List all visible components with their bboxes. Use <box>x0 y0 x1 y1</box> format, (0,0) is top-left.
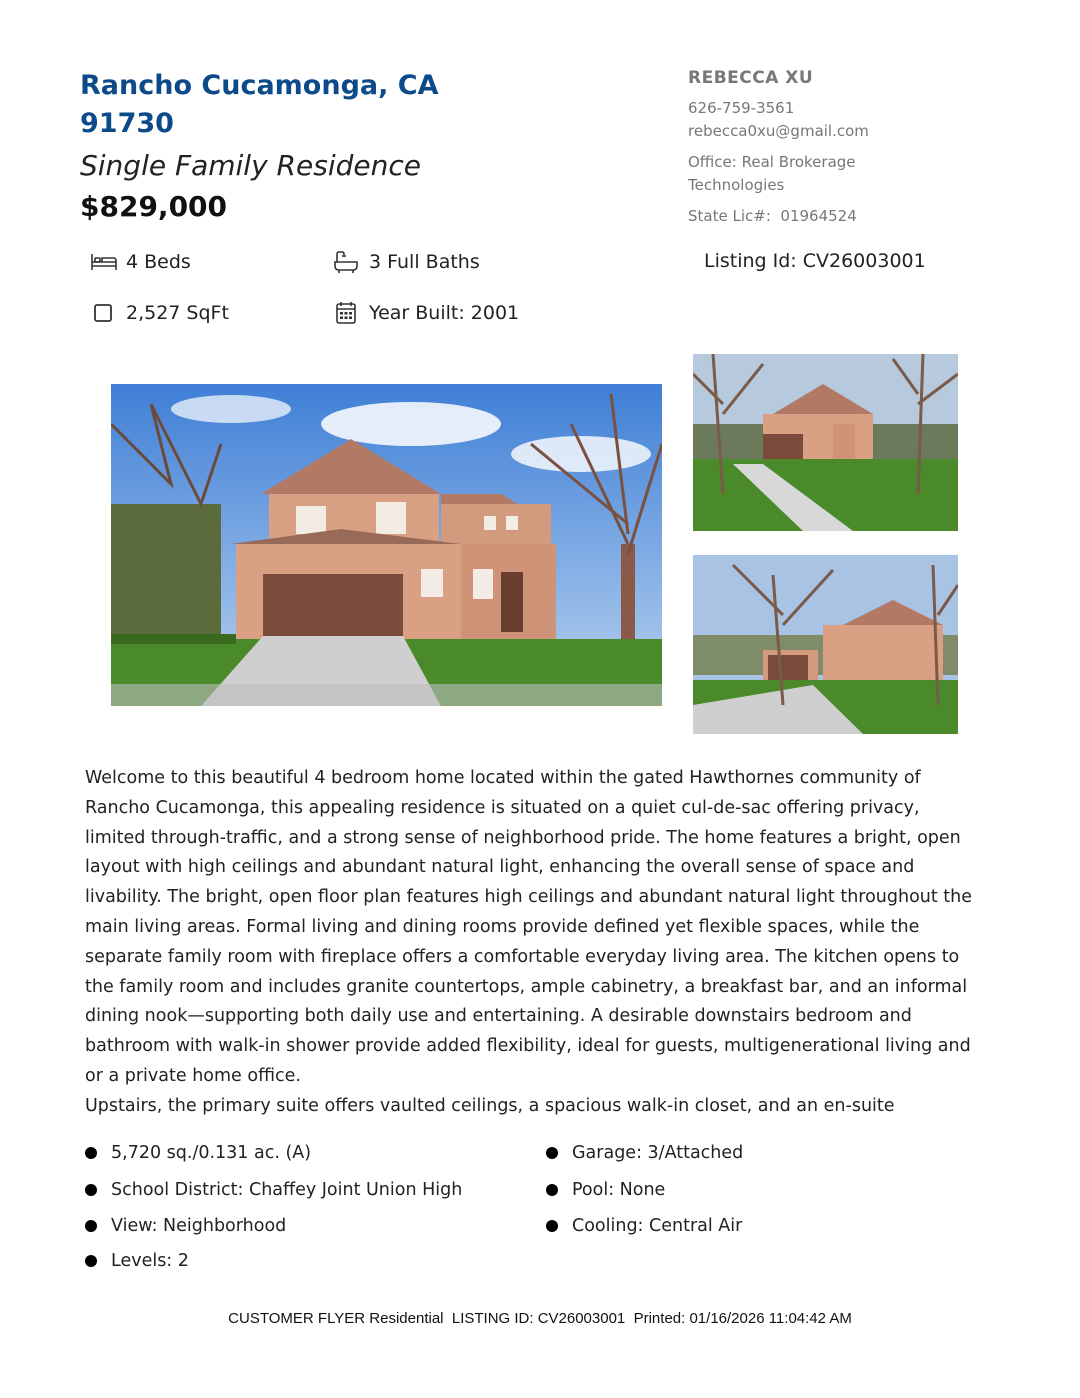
beds-label: 4 Beds <box>126 251 191 273</box>
agent-name: REBECCA XU <box>688 68 814 88</box>
detail-item <box>85 1216 286 1236</box>
detail-levels: Levels: 2 <box>111 1251 189 1271</box>
baths-label: 3 Full Baths <box>369 251 480 273</box>
flyer-footer: CUSTOMER FLYER Residential LISTING ID: CV26003001 Printed: 01/16/2026 11:04:42 AM <box>228 1310 852 1327</box>
thumbnail-photo-1[interactable] <box>693 354 958 531</box>
listing-id: Listing Id: CV26003001 <box>704 250 926 272</box>
sqft-feature <box>90 301 229 325</box>
beds-feature <box>90 250 191 274</box>
year-built-label: Year Built: 2001 <box>369 302 520 324</box>
property-type: Single Family Residence <box>80 149 421 182</box>
bullet-icon <box>85 1220 97 1232</box>
bullet-icon <box>546 1184 558 1196</box>
detail-item <box>85 1251 189 1271</box>
agent-email[interactable]: rebecca0xu@gmail.com <box>688 122 869 140</box>
bullet-icon <box>85 1147 97 1159</box>
bed-icon <box>90 250 118 274</box>
description-paragraph-2: Upstairs, the primary suite offers vaulted ceilings, a spacious walk-in closet, and an en-suite <box>85 1095 895 1116</box>
bathtub-icon <box>333 250 361 274</box>
bullet-icon <box>85 1184 97 1196</box>
year-feature <box>333 301 519 325</box>
agent-phone[interactable]: 626-759-3561 <box>688 99 795 117</box>
detail-item <box>546 1143 743 1163</box>
description-paragraph-1: Welcome to this beautiful 4 bedroom home located within the gated Hawthornes community of Rancho Cucamonga, this appealing residence is situated on a quiet cul-de-sac offering privacy, limited through-traffic, and a strong sense of neighborhood pride. The home features a bright, open layout with high ceilings and abundant natural light, enhancing the overall sense of space and livability. The bright, open floor plan features high ceilings and abundant natural light throughout the main living areas. Formal living and dining rooms provide defined yet flexible spaces, while the separate family room with fireplace offers a comfortable everyday living area. The kitchen opens to the family room and includes granite countertops, ample cabinetry, a breakfast bar, and an informal dining nook—supporting both daily use and entertaining. A desirable downstairs bedroom and bathroom with walk-in shower provide added flexibility, ideal for guests, multigenerational living and or a private home office. <box>85 768 973 1086</box>
detail-lot-size: 5,720 sq./0.131 ac. (A) <box>111 1143 312 1163</box>
listing-price: $829,000 <box>80 190 228 223</box>
detail-item <box>85 1143 311 1163</box>
agent-info <box>688 68 1008 228</box>
thumbnail-photo-2[interactable] <box>693 555 958 734</box>
detail-cooling: Cooling: Central Air <box>572 1216 743 1236</box>
detail-item <box>85 1180 462 1200</box>
bullet-icon <box>546 1220 558 1232</box>
baths-feature <box>333 250 480 274</box>
detail-pool: Pool: None <box>572 1180 666 1200</box>
square-icon <box>90 301 118 325</box>
detail-garage: Garage: 3/Attached <box>572 1143 744 1163</box>
main-house-photo <box>111 384 662 706</box>
bullet-icon <box>546 1147 558 1159</box>
detail-view: View: Neighborhood <box>111 1216 287 1236</box>
detail-item <box>546 1216 742 1236</box>
detail-item <box>546 1180 665 1200</box>
calendar-icon <box>333 301 361 325</box>
property-address: Rancho Cucamonga, CA 91730 <box>80 70 439 139</box>
property-description <box>85 764 985 1122</box>
agent-license: State Lic#: 01964524 <box>688 207 857 225</box>
agent-office: Office: Real Brokerage Technologies <box>688 153 856 194</box>
sqft-label: 2,527 SqFt <box>126 302 229 324</box>
detail-school-district: School District: Chaffey Joint Union High <box>111 1180 463 1200</box>
bullet-icon <box>85 1255 97 1267</box>
